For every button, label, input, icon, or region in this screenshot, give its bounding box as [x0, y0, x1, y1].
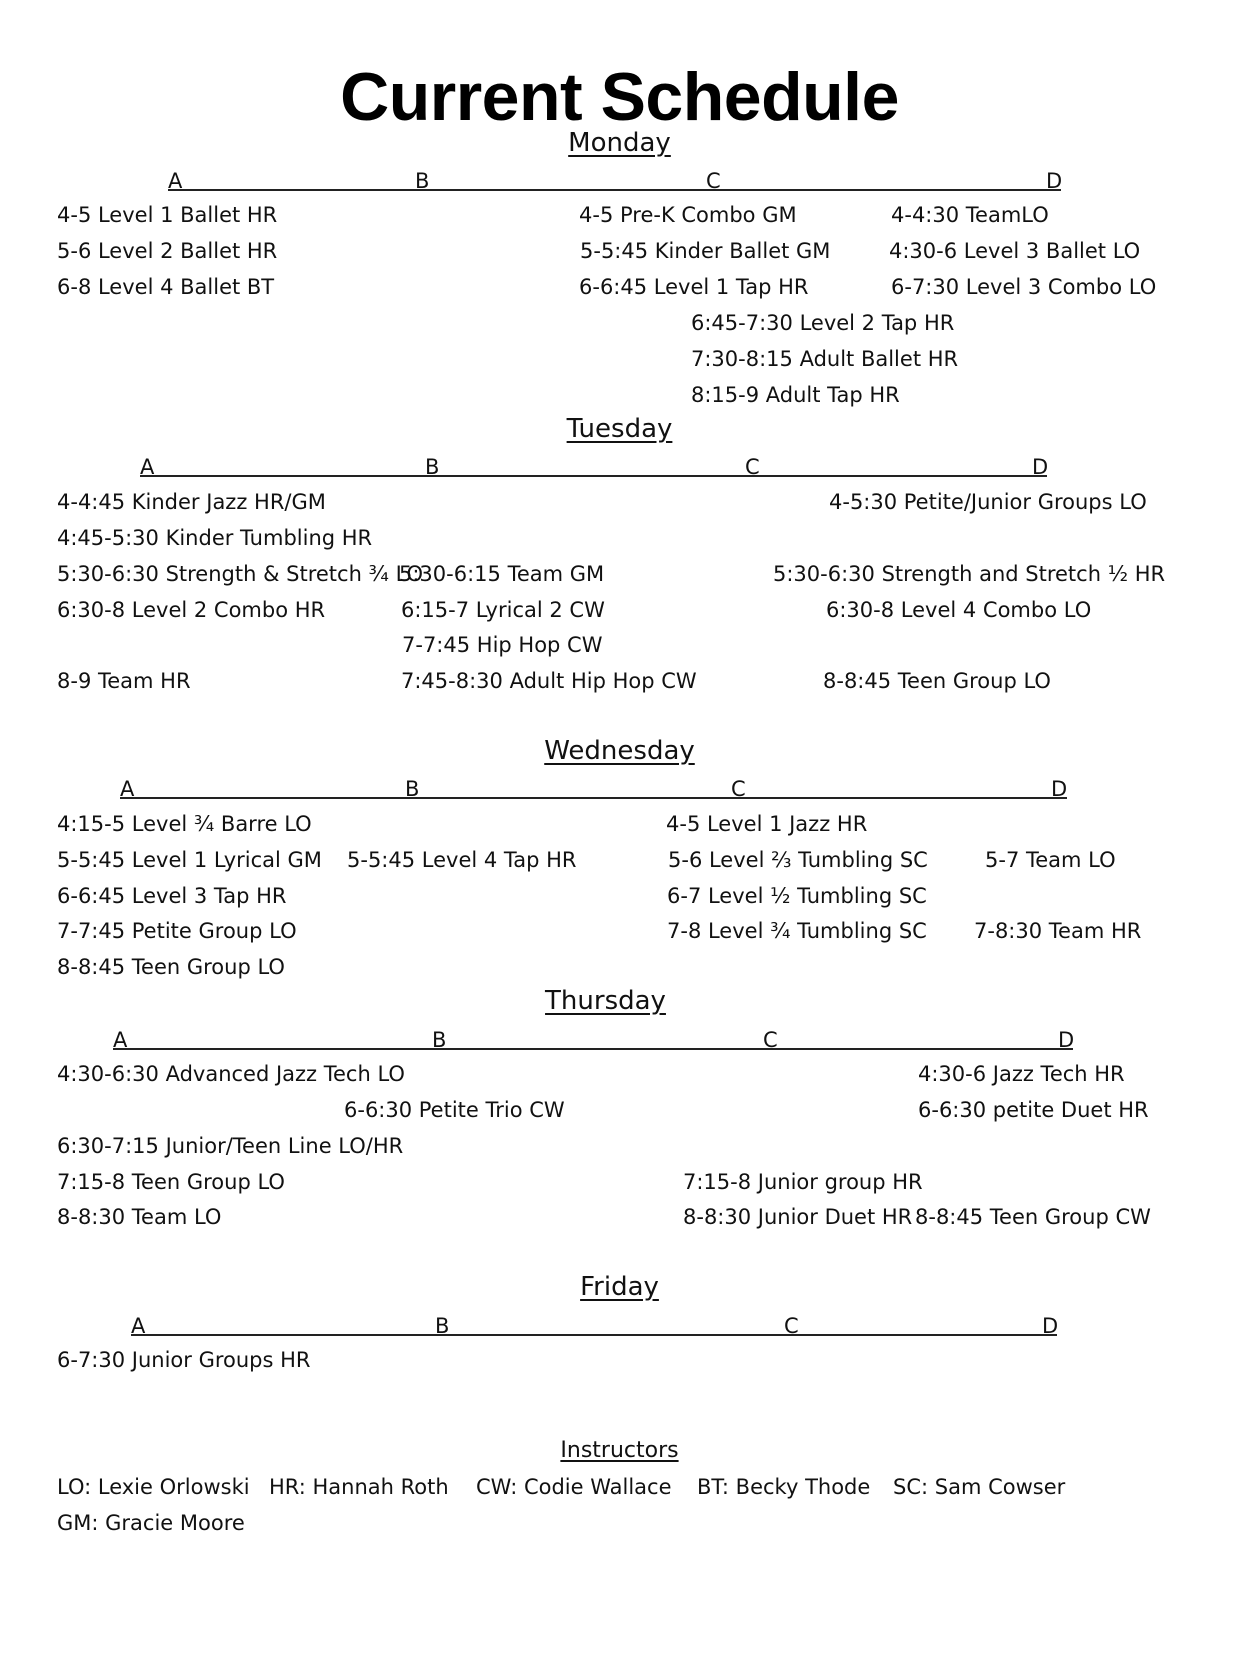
class-entry: 6:15-7 Lyrical 2 CW — [401, 598, 605, 622]
class-entry: 7-8:30 Team HR — [974, 919, 1142, 943]
column-label-a: A — [113, 1028, 128, 1052]
class-entry: 6:30-8 Level 4 Combo LO — [826, 598, 1092, 622]
class-entry: 7-7:45 Hip Hop CW — [402, 633, 603, 657]
class-entry: 4-5 Pre-K Combo GM — [579, 203, 797, 227]
column-label-c: C — [763, 1028, 778, 1052]
column-label-c: C — [731, 777, 746, 801]
class-entry: 8-8:30 Junior Duet HR — [683, 1205, 913, 1229]
column-divider-line — [113, 1048, 1073, 1050]
class-entry: 4-4:30 TeamLO — [891, 203, 1049, 227]
instructors-heading: Instructors — [560, 1438, 679, 1463]
instructor-item: HR: Hannah Roth — [269, 1475, 449, 1499]
day-heading-friday: Friday — [580, 1272, 659, 1302]
instructor-item: GM: Gracie Moore — [57, 1511, 245, 1535]
class-entry: 8:15-9 Adult Tap HR — [691, 383, 900, 407]
instructor-item: LO: Lexie Orlowski — [57, 1475, 250, 1499]
class-entry: 4:15-5 Level ¾ Barre LO — [57, 812, 312, 836]
class-entry: 6:30-8 Level 2 Combo HR — [57, 598, 326, 622]
class-entry: 6-8 Level 4 Ballet BT — [57, 275, 275, 299]
class-entry: 8-8:45 Teen Group LO — [57, 955, 285, 979]
class-entry: 8-8:45 Teen Group CW — [915, 1205, 1151, 1229]
column-label-d: D — [1042, 1314, 1059, 1338]
class-entry: 4-5 Level 1 Ballet HR — [57, 203, 278, 227]
class-entry: 4:45-5:30 Kinder Tumbling HR — [57, 526, 373, 550]
column-label-d: D — [1046, 169, 1063, 193]
class-entry: 5:30-6:30 Strength and Stretch ½ HR — [773, 562, 1166, 586]
class-entry: 4:30-6 Jazz Tech HR — [918, 1062, 1125, 1086]
class-entry: 5:30-6:15 Team GM — [399, 562, 605, 586]
class-entry: 6-6:30 Petite Trio CW — [344, 1098, 565, 1122]
class-entry: 5-5:45 Level 1 Lyrical GM — [57, 848, 322, 872]
column-label-c: C — [706, 169, 721, 193]
class-entry: 6:45-7:30 Level 2 Tap HR — [691, 311, 955, 335]
class-entry: 5-5:45 Kinder Ballet GM — [580, 239, 831, 263]
column-label-b: B — [435, 1314, 450, 1338]
class-entry: 6-7:30 Junior Groups HR — [57, 1348, 311, 1372]
column-label-c: C — [784, 1314, 799, 1338]
column-label-b: B — [425, 455, 440, 479]
column-label-d: D — [1032, 455, 1049, 479]
day-heading-monday: Monday — [568, 128, 671, 158]
class-entry: 4-5 Level 1 Jazz HR — [666, 812, 868, 836]
column-divider-line — [131, 1334, 1057, 1336]
class-entry: 8-8:45 Teen Group LO — [823, 669, 1051, 693]
class-entry: 6:30-7:15 Junior/Teen Line LO/HR — [57, 1134, 404, 1158]
class-entry: 5:30-6:30 Strength & Stretch ¾ LO — [57, 562, 424, 586]
day-heading-thursday: Thursday — [545, 986, 666, 1016]
class-entry: 6-7 Level ½ Tumbling SC — [667, 884, 927, 908]
class-entry: 7:45-8:30 Adult Hip Hop CW — [401, 669, 697, 693]
class-entry: 5-5:45 Level 4 Tap HR — [347, 848, 577, 872]
class-entry: 5-7 Team LO — [985, 848, 1116, 872]
instructor-item: BT: Becky Thode — [697, 1475, 871, 1499]
column-divider-line — [120, 797, 1067, 799]
column-label-a: A — [140, 455, 155, 479]
class-entry: 6-6:45 Level 3 Tap HR — [57, 884, 287, 908]
class-entry: 7-7:45 Petite Group LO — [57, 919, 297, 943]
class-entry: 6-7:30 Level 3 Combo LO — [891, 275, 1157, 299]
class-entry: 7:30-8:15 Adult Ballet HR — [691, 347, 959, 371]
column-divider-line — [140, 475, 1047, 477]
class-entry: 6-6:30 petite Duet HR — [918, 1098, 1149, 1122]
class-entry: 4:30-6:30 Advanced Jazz Tech LO — [57, 1062, 405, 1086]
column-label-a: A — [131, 1314, 146, 1338]
column-label-b: B — [415, 169, 430, 193]
class-entry: 4-4:45 Kinder Jazz HR/GM — [57, 490, 326, 514]
class-entry: 7-8 Level ¾ Tumbling SC — [667, 919, 927, 943]
column-label-b: B — [432, 1028, 447, 1052]
column-label-d: D — [1058, 1028, 1075, 1052]
class-entry: 5-6 Level 2 Ballet HR — [57, 239, 278, 263]
instructor-item: CW: Codie Wallace — [476, 1475, 672, 1499]
day-heading-wednesday: Wednesday — [544, 736, 695, 766]
class-entry: 7:15-8 Junior group HR — [683, 1170, 923, 1194]
column-label-d: D — [1051, 777, 1068, 801]
day-heading-tuesday: Tuesday — [566, 414, 673, 444]
column-label-b: B — [405, 777, 420, 801]
column-divider-line — [168, 189, 1061, 191]
column-label-a: A — [168, 169, 183, 193]
class-entry: 7:15-8 Teen Group LO — [57, 1170, 285, 1194]
class-entry: 5-6 Level ⅔ Tumbling SC — [668, 848, 928, 872]
column-label-c: C — [745, 455, 760, 479]
class-entry: 4-5:30 Petite/Junior Groups LO — [829, 490, 1147, 514]
page-title: Current Schedule — [340, 59, 899, 135]
instructor-item: SC: Sam Cowser — [893, 1475, 1066, 1499]
class-entry: 8-9 Team HR — [57, 669, 191, 693]
column-label-a: A — [120, 777, 135, 801]
class-entry: 4:30-6 Level 3 Ballet LO — [889, 239, 1141, 263]
class-entry: 6-6:45 Level 1 Tap HR — [579, 275, 809, 299]
class-entry: 8-8:30 Team LO — [57, 1205, 222, 1229]
